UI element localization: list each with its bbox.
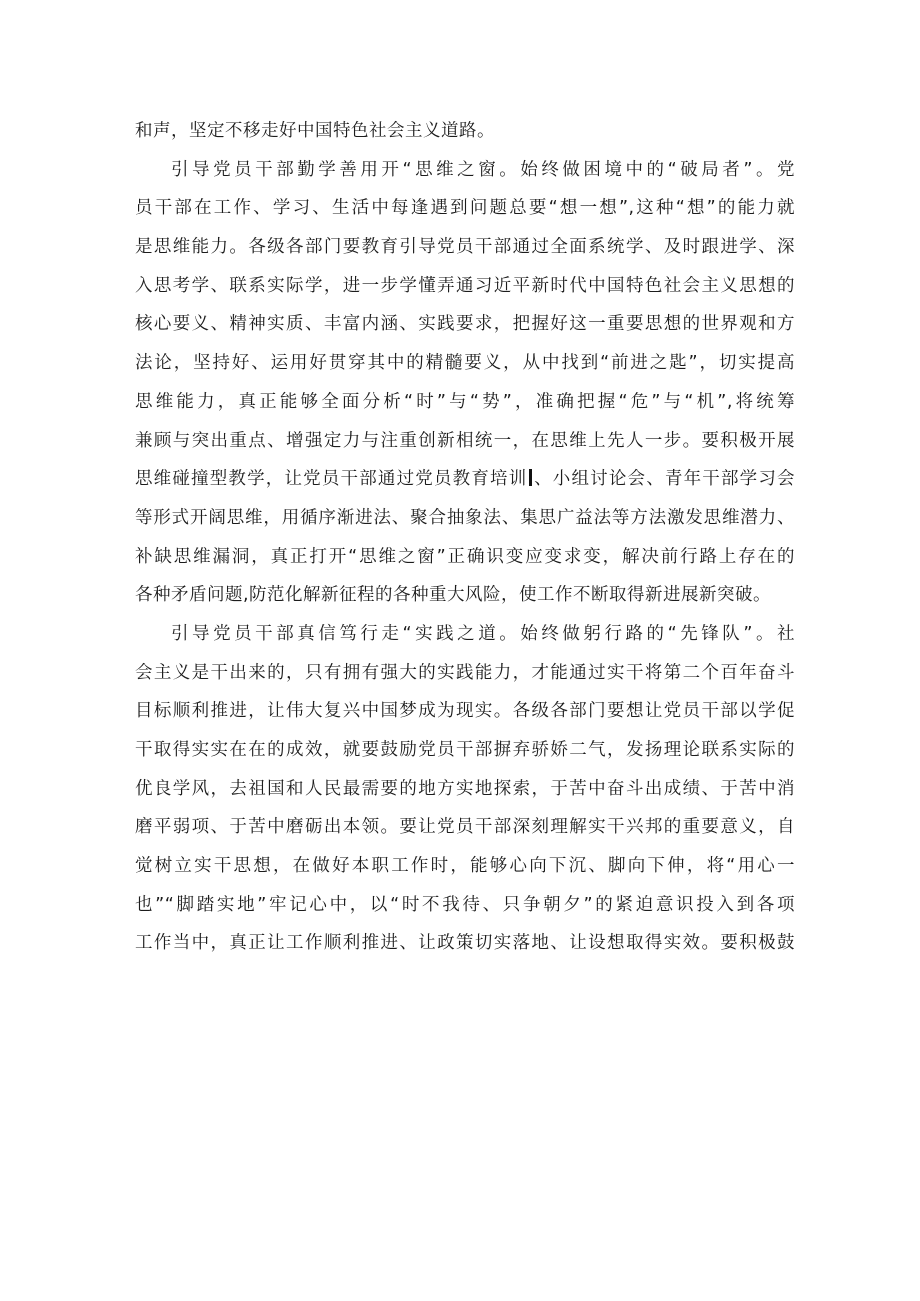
text-line: 入思考学、联系实际学，进一步学懂弄通习近平新时代中国特色社会主义思想的 bbox=[135, 275, 795, 296]
text-line: 等形式开阔思维，用循序渐进法、聚合抽象法、集思广益法等方法激发思维潜力、 bbox=[135, 507, 795, 528]
text-segment: 、小组讨论会、青年干部学习会 bbox=[533, 469, 796, 490]
text-line: 磨平弱项、于苦中磨砺出本领。要让党员干部深刻理解实干兴邦的重要意义，自 bbox=[135, 817, 795, 838]
text-line: 核心要义、精神实质、丰富内涵、实践要求，把握好这一重要思想的世界观和方 bbox=[135, 314, 795, 335]
text-line: 干取得实实在在的成效，就要鼓励党员干部摒弃骄娇二气，发扬理论联系实际的 bbox=[135, 740, 795, 760]
text-line: 思维能力，真正能够全面分析“时”与“势”，准确把握“危”与“机”,将统筹 bbox=[135, 391, 795, 412]
text-line-with-cursor bbox=[135, 460, 795, 499]
text-line: 工作当中，真正让工作顺利推进、让政策切实落地、让设想取得实效。要积极鼓 bbox=[135, 933, 795, 954]
text-line: 会主义是干出来的，只有拥有强大的实践能力，才能通过实干将第二个百年奋斗 bbox=[135, 662, 795, 683]
text-line: 兼顾与突出重点、增强定力与注重创新相统一，在思维上先人一步。要积极开展 bbox=[135, 430, 795, 451]
text-line: 补缺思维漏洞，真正打开“思维之窗”正确识变应变求变，解决前行路上存在的 bbox=[135, 546, 795, 567]
text-line: 目标顺利推进，让伟大复兴中国梦成为现实。各级各部门要想让党员干部以学促 bbox=[135, 701, 795, 722]
text-segment: 思维碰撞型教学，让党员干部通过党员教育培训 bbox=[135, 469, 528, 490]
text-line: 员干部在工作、学习、生活中每逢遇到问题总要“想一想”,这种“想”的能力就 bbox=[135, 198, 795, 219]
text-line: 引导党员干部勤学善用开“思维之窗。始终做困境中的“破局者”。党 bbox=[171, 159, 795, 180]
text-line: 是思维能力。各级各部门要教育引导党员干部通过全面系统学、及时跟进学、深 bbox=[135, 237, 795, 258]
text-line: 和声，坚定不移走好中国特色社会主义道路。 bbox=[135, 121, 495, 141]
text-line: 觉树立实干思想，在做好本职工作时，能够心向下沉、脚向下伸，将“用心一 bbox=[135, 856, 795, 877]
text-line: 各种矛盾问题,防范化解新征程的各种重大风险，使工作不断取得新进展新突破。 bbox=[135, 585, 772, 606]
document-body bbox=[135, 112, 795, 963]
text-line: 也”“脚踏实地”牢记心中，以“时不我待、只争朝夕”的紧迫意识投入到各项 bbox=[135, 894, 795, 915]
text-line: 法论，坚持好、运用好贯穿其中的精髓要义，从中找到“前进之匙”，切实提高 bbox=[135, 353, 795, 374]
text-line: 优良学风，去祖国和人民最需要的地方实地探索，于苦中奋斗出成绩、于苦中消 bbox=[135, 778, 795, 799]
text-cursor-icon bbox=[529, 469, 532, 486]
text-line: 引导党员干部真信笃行走“实践之道。始终做躬行路的“先锋队”。社 bbox=[171, 623, 795, 644]
